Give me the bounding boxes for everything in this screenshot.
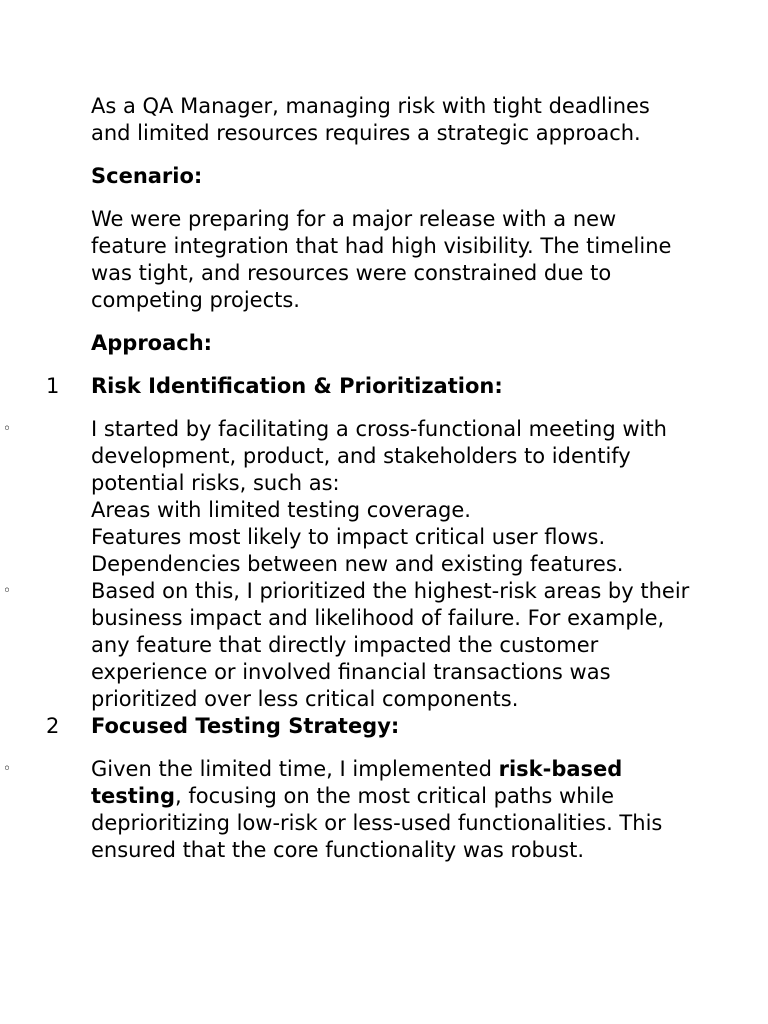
step-1-title [46,373,691,400]
intro-paragraph: As a QA Manager, managing risk with tight deadlines and limited resources requires a strategic approach. [91,94,650,145]
step-1-subitem-1: Areas with limited testing coverage. [91,498,471,522]
document-body [2,93,691,864]
step-1-bullet-1-text: I started by facilitating a cross-functional meeting with development, product, and stakeholders to identify potential risks, such as: [91,417,667,495]
step-2-title-text: Focused Testing Strategy: [91,714,400,738]
step-1-subitem-2: Features most likely to impact critical user flows. [91,525,606,549]
step-2-text-after: , focusing on the most critical paths while deprioritizing low-risk or less-used functionalities. This ensured that the core functionality was robust. [91,784,663,862]
step-2-text-bold: risk-based testing [91,757,623,808]
step-2-bullet-1 [2,756,691,864]
step-1-bullet-2-text: Based on this, I prioritized the highest-risk areas by their business impact and likelihood of failure. For example, any feature that directly impacted the customer experience or involved financial transactions was prioritized over less critical components. [91,579,690,711]
step-2-number: 2 [46,714,60,738]
bullet-circle-icon: ◦ [2,761,12,777]
scenario-paragraph: We were preparing for a major release with a new feature integration that had high visibility. The timeline was tight, and resources were constrained due to competing projects. [91,207,672,312]
step-1-bullet-2 [2,578,691,713]
step-1-subitem-3: Dependencies between new and existing features. [91,552,624,576]
step-2-text-before: Given the limited time, I implemented [91,757,499,781]
step-1-bullet-1 [2,416,691,578]
scenario-heading: Scenario: [91,164,203,188]
approach-heading: Approach: [91,331,213,355]
bullet-circle-icon: ◦ [2,421,12,437]
step-1-number: 1 [46,374,60,398]
bullet-circle-icon: ◦ [2,583,12,599]
step-2-title [46,713,691,740]
step-1-title-text: Risk Identification & Prioritization: [91,374,503,398]
step-2-bullet-1-text [91,756,691,864]
